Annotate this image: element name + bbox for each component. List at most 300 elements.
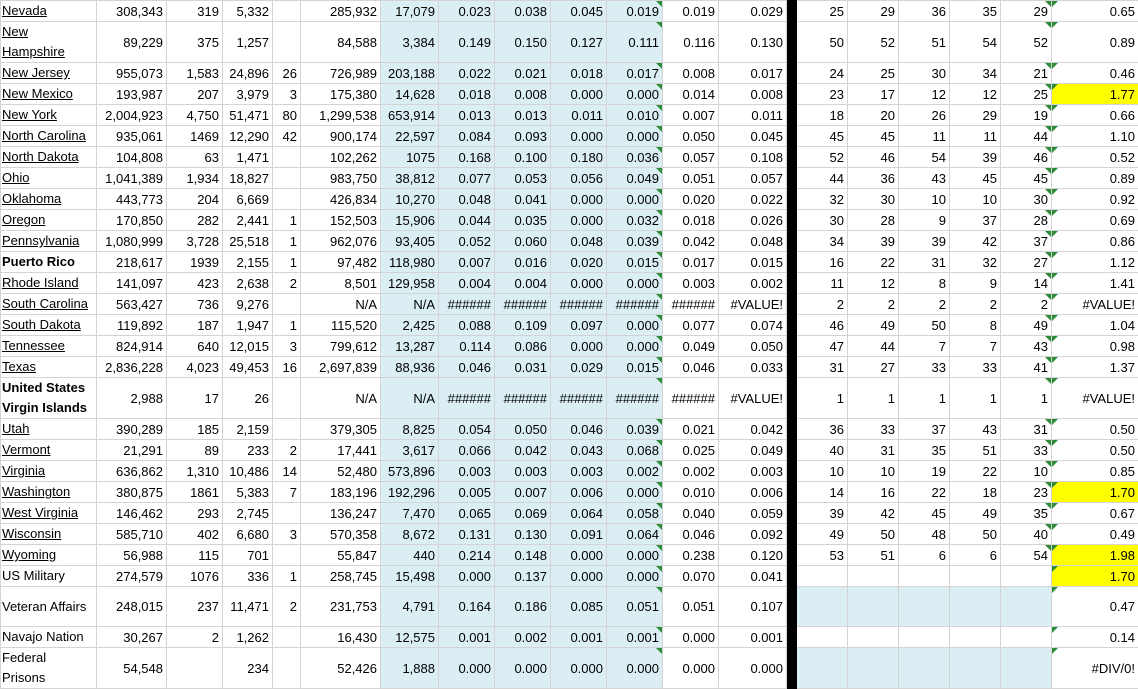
data-cell[interactable]: 0.092 — [719, 524, 787, 545]
data-cell[interactable]: 0.042 — [719, 419, 787, 440]
data-cell[interactable]: 24,896 — [223, 63, 273, 84]
data-cell[interactable]: 97,482 — [301, 252, 381, 273]
data-cell[interactable]: 234 — [223, 648, 273, 689]
data-cell[interactable]: 16 — [848, 482, 899, 503]
data-cell[interactable]: 33 — [950, 357, 1001, 378]
data-cell[interactable]: 0.214 — [439, 545, 495, 566]
state-name-cell[interactable] — [1, 22, 97, 63]
data-cell[interactable]: 0.000 — [551, 566, 607, 587]
data-cell[interactable]: 14,628 — [381, 84, 439, 105]
data-cell[interactable]: 45 — [1001, 168, 1052, 189]
data-cell[interactable]: 0.89 — [1052, 168, 1138, 189]
data-cell[interactable]: 0.002 — [495, 627, 551, 648]
data-cell[interactable]: ###### — [663, 378, 719, 419]
data-cell[interactable]: 0.029 — [551, 357, 607, 378]
data-cell[interactable]: 2,836,228 — [97, 357, 167, 378]
data-cell[interactable]: 17 — [848, 84, 899, 105]
data-cell[interactable]: 1,947 — [223, 315, 273, 336]
data-cell[interactable]: 8,825 — [381, 419, 439, 440]
data-cell[interactable]: ###### — [495, 378, 551, 419]
data-cell[interactable]: 0.006 — [551, 482, 607, 503]
data-cell[interactable]: 5,383 — [223, 482, 273, 503]
data-cell[interactable]: 308,343 — [97, 1, 167, 22]
data-cell[interactable]: 2 — [797, 294, 848, 315]
data-cell[interactable]: #DIV/0! — [1052, 648, 1138, 689]
data-cell[interactable]: 336 — [223, 566, 273, 587]
data-cell[interactable]: 0.010 — [607, 105, 663, 126]
data-cell[interactable]: 0.057 — [719, 168, 787, 189]
data-cell[interactable]: 0.000 — [607, 189, 663, 210]
data-cell[interactable]: 0.036 — [607, 147, 663, 168]
data-cell[interactable]: 46 — [797, 315, 848, 336]
data-cell[interactable]: 22 — [848, 252, 899, 273]
state-name-cell[interactable] — [1, 482, 97, 503]
data-cell[interactable]: 1,080,999 — [97, 231, 167, 252]
data-cell[interactable]: 636,862 — [97, 461, 167, 482]
data-cell[interactable]: 2 — [950, 294, 1001, 315]
data-cell[interactable]: 0.49 — [1052, 524, 1138, 545]
data-cell[interactable]: 22,597 — [381, 126, 439, 147]
data-cell[interactable]: 10,486 — [223, 461, 273, 482]
data-cell[interactable]: 0.50 — [1052, 440, 1138, 461]
data-cell[interactable]: 736 — [167, 294, 223, 315]
data-cell[interactable]: 0.015 — [607, 357, 663, 378]
data-cell[interactable]: 8,672 — [381, 524, 439, 545]
data-cell[interactable]: 27 — [1001, 252, 1052, 273]
data-cell[interactable]: #VALUE! — [719, 378, 787, 419]
data-cell[interactable]: 2,745 — [223, 503, 273, 524]
data-cell[interactable]: 0.013 — [439, 105, 495, 126]
data-cell[interactable]: 0.064 — [607, 524, 663, 545]
state-name-cell[interactable] — [1, 168, 97, 189]
state-link[interactable]: South Dakota — [2, 317, 81, 332]
data-cell[interactable]: 2,638 — [223, 273, 273, 294]
data-cell[interactable] — [273, 147, 301, 168]
data-cell[interactable]: ###### — [495, 294, 551, 315]
state-name-cell[interactable] — [1, 419, 97, 440]
data-cell[interactable]: 0.50 — [1052, 419, 1138, 440]
data-cell[interactable]: 1 — [273, 231, 301, 252]
data-cell[interactable]: 30 — [848, 189, 899, 210]
data-cell[interactable]: ###### — [439, 378, 495, 419]
data-cell[interactable]: 0.033 — [719, 357, 787, 378]
state-link[interactable]: Washington — [2, 484, 70, 499]
data-cell[interactable]: 0.000 — [607, 126, 663, 147]
data-cell[interactable]: 52 — [797, 147, 848, 168]
data-cell[interactable]: ###### — [607, 378, 663, 419]
data-cell[interactable]: 14 — [1001, 273, 1052, 294]
data-cell[interactable]: 54 — [899, 147, 950, 168]
data-cell[interactable]: 900,174 — [301, 126, 381, 147]
data-cell[interactable]: 824,914 — [97, 336, 167, 357]
state-link[interactable]: Utah — [2, 421, 29, 436]
data-cell[interactable]: 8,501 — [301, 273, 381, 294]
data-cell[interactable]: 50 — [848, 524, 899, 545]
data-cell[interactable] — [273, 419, 301, 440]
data-cell[interactable]: 30 — [797, 210, 848, 231]
data-cell[interactable]: 570,358 — [301, 524, 381, 545]
data-cell[interactable] — [1001, 648, 1052, 689]
data-cell[interactable]: 44 — [797, 168, 848, 189]
data-cell[interactable]: 2,425 — [381, 315, 439, 336]
data-cell[interactable]: 49 — [848, 315, 899, 336]
data-cell[interactable]: 2 — [273, 587, 301, 627]
data-cell[interactable]: 54 — [950, 22, 1001, 63]
data-cell[interactable]: 3,617 — [381, 440, 439, 461]
data-cell[interactable]: 0.049 — [719, 440, 787, 461]
data-cell[interactable]: 3,728 — [167, 231, 223, 252]
state-name-cell[interactable] — [1, 1, 97, 22]
data-cell[interactable]: 39 — [950, 147, 1001, 168]
data-cell[interactable]: 102,262 — [301, 147, 381, 168]
data-cell[interactable]: 1.98 — [1052, 545, 1138, 566]
data-cell[interactable]: 1076 — [167, 566, 223, 587]
data-cell[interactable]: 0.043 — [551, 440, 607, 461]
data-cell[interactable]: 0.86 — [1052, 231, 1138, 252]
data-cell[interactable]: ###### — [439, 294, 495, 315]
data-cell[interactable]: 45 — [848, 126, 899, 147]
data-cell[interactable]: 0.041 — [495, 189, 551, 210]
data-cell[interactable]: 0.000 — [607, 336, 663, 357]
data-cell[interactable]: 6 — [950, 545, 1001, 566]
state-name-cell[interactable] — [1, 357, 97, 378]
data-cell[interactable] — [273, 545, 301, 566]
data-cell[interactable]: 36 — [848, 168, 899, 189]
data-cell[interactable]: 0.111 — [607, 22, 663, 63]
data-cell[interactable]: 0.000 — [551, 648, 607, 689]
data-cell[interactable]: 0.011 — [551, 105, 607, 126]
data-cell[interactable]: 282 — [167, 210, 223, 231]
data-cell[interactable] — [899, 648, 950, 689]
data-cell[interactable]: 21,291 — [97, 440, 167, 461]
data-cell[interactable]: 2 — [1001, 294, 1052, 315]
data-cell[interactable]: 46 — [848, 147, 899, 168]
data-cell[interactable]: 0.116 — [663, 22, 719, 63]
data-cell[interactable]: 0.046 — [439, 357, 495, 378]
data-cell[interactable]: 35 — [899, 440, 950, 461]
data-cell[interactable]: 443,773 — [97, 189, 167, 210]
data-cell[interactable] — [273, 503, 301, 524]
data-cell[interactable]: 34 — [950, 63, 1001, 84]
data-cell[interactable]: 204 — [167, 189, 223, 210]
data-cell[interactable]: 19 — [899, 461, 950, 482]
data-cell[interactable]: 0.042 — [663, 231, 719, 252]
state-link[interactable]: West Virginia — [2, 505, 78, 520]
data-cell[interactable] — [899, 566, 950, 587]
data-cell[interactable]: 28 — [848, 210, 899, 231]
data-cell[interactable]: 0.064 — [551, 503, 607, 524]
data-cell[interactable]: 0.017 — [719, 63, 787, 84]
data-cell[interactable] — [848, 566, 899, 587]
state-link[interactable]: Oklahoma — [2, 191, 61, 206]
data-cell[interactable]: 25 — [797, 1, 848, 22]
data-cell[interactable]: 0.053 — [495, 168, 551, 189]
data-cell[interactable]: 31 — [848, 440, 899, 461]
data-cell[interactable]: 17 — [167, 378, 223, 419]
data-cell[interactable]: #VALUE! — [1052, 378, 1138, 419]
data-cell[interactable] — [273, 22, 301, 63]
data-cell[interactable]: 10 — [848, 461, 899, 482]
data-cell[interactable]: 0.084 — [439, 126, 495, 147]
data-cell[interactable]: 30 — [899, 63, 950, 84]
data-cell[interactable]: 1.77 — [1052, 84, 1138, 105]
state-name-cell[interactable] — [1, 524, 97, 545]
data-cell[interactable] — [797, 566, 848, 587]
data-cell[interactable]: 1,583 — [167, 63, 223, 84]
data-cell[interactable]: 0.020 — [551, 252, 607, 273]
data-cell[interactable]: 10,270 — [381, 189, 439, 210]
data-cell[interactable]: 193,987 — [97, 84, 167, 105]
data-cell[interactable]: 11 — [797, 273, 848, 294]
data-cell[interactable]: 12,290 — [223, 126, 273, 147]
data-cell[interactable]: 0.003 — [663, 273, 719, 294]
data-cell[interactable]: 0.018 — [439, 84, 495, 105]
data-cell[interactable]: 726,989 — [301, 63, 381, 84]
data-cell[interactable]: 16 — [797, 252, 848, 273]
data-cell[interactable]: 18,827 — [223, 168, 273, 189]
data-cell[interactable]: 42 — [950, 231, 1001, 252]
data-cell[interactable]: 0.046 — [663, 357, 719, 378]
data-cell[interactable]: 0.022 — [439, 63, 495, 84]
data-cell[interactable]: 185 — [167, 419, 223, 440]
state-name-cell[interactable] — [1, 545, 97, 566]
data-cell[interactable] — [848, 648, 899, 689]
data-cell[interactable]: 0.051 — [663, 587, 719, 627]
data-cell[interactable]: 0.000 — [439, 648, 495, 689]
data-cell[interactable]: 39 — [797, 503, 848, 524]
data-cell[interactable]: 0.003 — [439, 461, 495, 482]
data-cell[interactable]: 25 — [848, 63, 899, 84]
data-cell[interactable]: 2,988 — [97, 378, 167, 419]
data-cell[interactable]: 10 — [950, 189, 1001, 210]
data-cell[interactable]: 0.98 — [1052, 336, 1138, 357]
data-cell[interactable]: 0.001 — [439, 627, 495, 648]
data-cell[interactable]: 0.040 — [663, 503, 719, 524]
data-cell[interactable]: 0.039 — [607, 419, 663, 440]
data-cell[interactable]: 22 — [899, 482, 950, 503]
state-name-cell[interactable] — [1, 147, 97, 168]
data-cell[interactable]: 1,257 — [223, 22, 273, 63]
data-cell[interactable] — [797, 587, 848, 627]
data-cell[interactable]: 146,462 — [97, 503, 167, 524]
data-cell[interactable]: 0.088 — [439, 315, 495, 336]
data-cell[interactable]: ###### — [607, 294, 663, 315]
data-cell[interactable]: ###### — [663, 294, 719, 315]
data-cell[interactable]: 1.12 — [1052, 252, 1138, 273]
data-cell[interactable]: 36 — [797, 419, 848, 440]
data-cell[interactable]: 0.66 — [1052, 105, 1138, 126]
data-cell[interactable]: 55,847 — [301, 545, 381, 566]
data-cell[interactable]: 0.042 — [495, 440, 551, 461]
data-cell[interactable]: 12,575 — [381, 627, 439, 648]
data-cell[interactable]: 0.127 — [551, 22, 607, 63]
data-cell[interactable]: 0.120 — [719, 545, 787, 566]
data-cell[interactable]: 12 — [848, 273, 899, 294]
data-cell[interactable]: 93,405 — [381, 231, 439, 252]
data-cell[interactable]: 0.001 — [551, 627, 607, 648]
data-cell[interactable]: 0.92 — [1052, 189, 1138, 210]
data-cell[interactable]: 26 — [899, 105, 950, 126]
state-name-cell[interactable] — [1, 84, 97, 105]
data-cell[interactable]: 32 — [950, 252, 1001, 273]
state-link[interactable]: North Carolina — [2, 128, 86, 143]
data-cell[interactable]: 0.035 — [495, 210, 551, 231]
data-cell[interactable]: 0.008 — [663, 63, 719, 84]
data-cell[interactable]: 51 — [899, 22, 950, 63]
data-cell[interactable]: 0.041 — [719, 566, 787, 587]
data-cell[interactable]: 7,470 — [381, 503, 439, 524]
data-cell[interactable]: 52 — [848, 22, 899, 63]
data-cell[interactable]: 0.67 — [1052, 503, 1138, 524]
data-cell[interactable]: 0.023 — [439, 1, 495, 22]
data-cell[interactable]: 0.69 — [1052, 210, 1138, 231]
data-cell[interactable]: 0.130 — [495, 524, 551, 545]
data-cell[interactable]: 0.000 — [551, 336, 607, 357]
data-cell[interactable]: 0.049 — [663, 336, 719, 357]
data-cell[interactable]: 14 — [797, 482, 848, 503]
data-cell[interactable]: 0.000 — [607, 545, 663, 566]
data-cell[interactable]: 0.032 — [607, 210, 663, 231]
data-cell[interactable]: 0.050 — [663, 126, 719, 147]
data-cell[interactable] — [848, 587, 899, 627]
data-cell[interactable]: 49 — [950, 503, 1001, 524]
data-cell[interactable]: 18 — [950, 482, 1001, 503]
data-cell[interactable]: 0.091 — [551, 524, 607, 545]
data-cell[interactable]: 0.003 — [495, 461, 551, 482]
data-cell[interactable]: 35 — [950, 1, 1001, 22]
data-cell[interactable]: 1,310 — [167, 461, 223, 482]
data-cell[interactable]: 653,914 — [381, 105, 439, 126]
data-cell[interactable]: 0.086 — [495, 336, 551, 357]
data-cell[interactable]: 2,441 — [223, 210, 273, 231]
data-cell[interactable]: 15,906 — [381, 210, 439, 231]
data-cell[interactable]: 0.056 — [551, 168, 607, 189]
data-cell[interactable]: 0.100 — [495, 147, 551, 168]
data-cell[interactable]: N/A — [381, 294, 439, 315]
state-name-cell[interactable] — [1, 587, 97, 627]
data-cell[interactable]: 0.89 — [1052, 22, 1138, 63]
data-cell[interactable]: 0.107 — [719, 587, 787, 627]
data-cell[interactable]: 573,896 — [381, 461, 439, 482]
data-cell[interactable]: 13,287 — [381, 336, 439, 357]
data-cell[interactable]: 1,262 — [223, 627, 273, 648]
data-cell[interactable] — [848, 627, 899, 648]
data-cell[interactable]: 0.021 — [663, 419, 719, 440]
data-cell[interactable]: 1075 — [381, 147, 439, 168]
data-cell[interactable]: 37 — [1001, 231, 1052, 252]
state-name-cell[interactable] — [1, 627, 97, 648]
data-cell[interactable]: 0.006 — [719, 482, 787, 503]
data-cell[interactable]: 9 — [950, 273, 1001, 294]
data-cell[interactable]: 0.026 — [719, 210, 787, 231]
data-cell[interactable]: 3 — [273, 524, 301, 545]
data-cell[interactable] — [273, 294, 301, 315]
data-cell[interactable]: 29 — [848, 1, 899, 22]
data-cell[interactable]: 0.164 — [439, 587, 495, 627]
data-cell[interactable]: 0.002 — [719, 273, 787, 294]
data-cell[interactable]: 4,791 — [381, 587, 439, 627]
data-cell[interactable]: 88,936 — [381, 357, 439, 378]
data-cell[interactable]: 0.007 — [663, 105, 719, 126]
data-cell[interactable]: 0.049 — [607, 168, 663, 189]
data-cell[interactable]: 10 — [797, 461, 848, 482]
data-cell[interactable]: 40 — [1001, 524, 1052, 545]
state-link[interactable]: Pennsylvania — [2, 233, 79, 248]
data-cell[interactable]: 2 — [848, 294, 899, 315]
data-cell[interactable]: 0.003 — [719, 461, 787, 482]
data-cell[interactable]: 54,548 — [97, 648, 167, 689]
data-cell[interactable]: 33 — [848, 419, 899, 440]
data-cell[interactable]: 35 — [1001, 503, 1052, 524]
state-link[interactable]: New Hampshire — [2, 24, 65, 59]
data-cell[interactable]: 1.41 — [1052, 273, 1138, 294]
data-cell[interactable]: 1 — [899, 378, 950, 419]
data-cell[interactable]: 0.007 — [495, 482, 551, 503]
data-cell[interactable]: 0.114 — [439, 336, 495, 357]
data-cell[interactable]: 0.000 — [663, 648, 719, 689]
data-cell[interactable]: 56,988 — [97, 545, 167, 566]
data-cell[interactable]: 0.150 — [495, 22, 551, 63]
data-cell[interactable]: N/A — [381, 378, 439, 419]
data-cell[interactable]: 2 — [899, 294, 950, 315]
data-cell[interactable]: 0.060 — [495, 231, 551, 252]
data-cell[interactable]: 1.70 — [1052, 482, 1138, 503]
data-cell[interactable] — [899, 587, 950, 627]
data-cell[interactable]: 0.186 — [495, 587, 551, 627]
data-cell[interactable]: 115 — [167, 545, 223, 566]
data-cell[interactable]: 26 — [273, 63, 301, 84]
data-cell[interactable] — [1001, 587, 1052, 627]
data-cell[interactable]: 1 — [273, 315, 301, 336]
state-link[interactable]: New York — [2, 107, 57, 122]
data-cell[interactable]: 1.10 — [1052, 126, 1138, 147]
data-cell[interactable]: 0.052 — [439, 231, 495, 252]
data-cell[interactable] — [273, 378, 301, 419]
data-cell[interactable]: 52 — [1001, 22, 1052, 63]
state-name-cell[interactable] — [1, 189, 97, 210]
data-cell[interactable]: 12 — [899, 84, 950, 105]
data-cell[interactable]: 32 — [797, 189, 848, 210]
data-cell[interactable]: 36 — [899, 1, 950, 22]
data-cell[interactable]: 0.000 — [607, 273, 663, 294]
data-cell[interactable]: 0.010 — [663, 482, 719, 503]
data-cell[interactable]: 50 — [797, 22, 848, 63]
data-cell[interactable]: 248,015 — [97, 587, 167, 627]
data-cell[interactable]: 1939 — [167, 252, 223, 273]
data-cell[interactable]: 119,892 — [97, 315, 167, 336]
data-cell[interactable]: #VALUE! — [719, 294, 787, 315]
data-cell[interactable]: 0.000 — [607, 648, 663, 689]
data-cell[interactable]: 1 — [1001, 378, 1052, 419]
data-cell[interactable]: 0.000 — [607, 482, 663, 503]
data-cell[interactable]: 0.093 — [495, 126, 551, 147]
data-cell[interactable]: 31 — [899, 252, 950, 273]
state-name-cell[interactable] — [1, 378, 97, 419]
data-cell[interactable]: 44 — [848, 336, 899, 357]
data-cell[interactable] — [273, 168, 301, 189]
data-cell[interactable]: 1469 — [167, 126, 223, 147]
data-cell[interactable]: 22 — [950, 461, 1001, 482]
state-name-cell[interactable] — [1, 231, 97, 252]
data-cell[interactable]: 640 — [167, 336, 223, 357]
data-cell[interactable]: 50 — [950, 524, 1001, 545]
data-cell[interactable]: 1,471 — [223, 147, 273, 168]
data-cell[interactable]: 23 — [1001, 482, 1052, 503]
data-cell[interactable]: 0.074 — [719, 315, 787, 336]
data-cell[interactable]: 0.002 — [607, 461, 663, 482]
data-cell[interactable]: ###### — [551, 378, 607, 419]
data-cell[interactable]: 799,612 — [301, 336, 381, 357]
